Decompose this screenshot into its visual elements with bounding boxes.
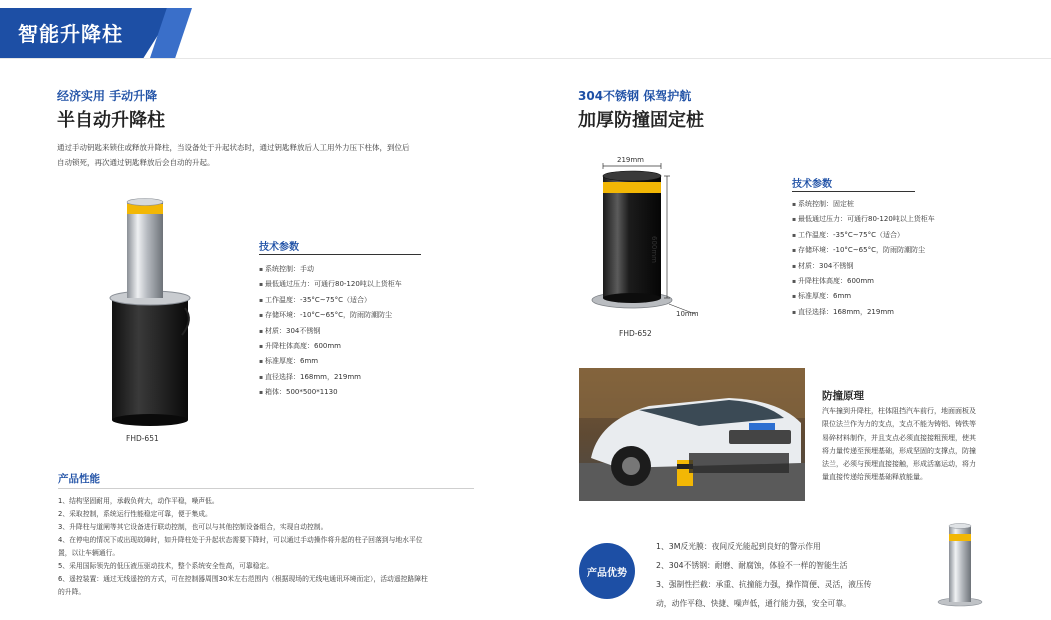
right-title: 加厚防撞固定桩 [578, 110, 704, 131]
performance-item: 3、升降柱与道闸等其它设备进行联动控制，也可以与其他控制设备组合，实现自动控制。 [58, 523, 328, 531]
left-subtitle: 经济实用 手动升降 [57, 89, 158, 103]
semi-auto-bollard-image [90, 190, 210, 430]
spec-item: ▪ 升降柱体高度：600mm [259, 339, 402, 354]
spec-item: ▪ 直径选择：168mm，219mm [259, 370, 402, 385]
advantage-item: 3、强制性拦截：承重、抗撞能力强，操作简便、灵活，液压传 [656, 580, 872, 589]
spec-item: ▪ 系统控制：手动 [259, 262, 402, 277]
crash-test-photo [579, 368, 805, 501]
banner-divider [0, 58, 1051, 59]
left-title: 半自动升降柱 [57, 110, 165, 131]
performance-list [58, 495, 474, 599]
principle-line: 限位法兰作为力的支点，支点不能为铸铝、铸铁等 [822, 420, 976, 429]
fixed-bollard-image [583, 152, 703, 322]
spec-item: ▪ 存储环境：-10°C~65°C，防雨防潮防尘 [792, 243, 935, 258]
small-bollard-image [935, 520, 985, 610]
advantage-item: 2、304不锈钢：耐磨、耐腐蚀，体验不一样的智能生活 [656, 561, 848, 570]
performance-item: 6、遥控装置：通过无线遥控的方式，可在控制器周围30米左右范围内（根据现场的无线电通讯环境而定），活动遥控路障柱 [58, 575, 428, 583]
left-specs-rule [259, 254, 421, 255]
left-specs-list [259, 262, 402, 401]
performance-rule [58, 488, 474, 489]
bollard-housing [112, 298, 188, 420]
dimension-height: 600mm [650, 236, 658, 263]
left-model-caption: FHD-651 [126, 434, 159, 443]
spec-item: ▪ 升降柱体高度：600mm [792, 274, 935, 289]
spec-item: ▪ 材质：304不锈钢 [792, 259, 935, 274]
header-banner [0, 0, 1051, 62]
left-description-line: 通过手动钥匙来锁住或释放升降柱，当设备处于升起状态时，通过钥匙释放后人工用外力压下柱体，到位后 [57, 143, 410, 152]
advantages-badge-label: 产品优势 [587, 567, 627, 579]
advantage-item: 1、3M反光膜：夜间反光能起到良好的警示作用 [656, 542, 821, 551]
spec-item: ▪ 工作温度：-35°C~75°C（适合） [259, 293, 402, 308]
spec-item: ▪ 标准厚度：6mm [259, 354, 402, 369]
right-specs-list [792, 197, 935, 320]
performance-item: 置，以让车辆通行。 [58, 549, 120, 557]
principle-line: 量直接传递给预埋基础释放能量。 [822, 473, 927, 482]
spec-item: ▪ 最低通过压力：可通行80-120吨以上货柜车 [259, 277, 402, 292]
performance-item: 5、采用国际领先的低压液压驱动技术，整个系统安全性高，可靠稳定。 [58, 562, 274, 570]
spec-item: ▪ 工作温度：-35°C~75°C（适合） [792, 228, 935, 243]
spec-item: ▪ 标准厚度：6mm [792, 289, 935, 304]
dimension-diameter: 219mm [617, 156, 644, 164]
advantage-item: 动，动作平稳、快捷、噪声低，通行能力强，安全可靠。 [656, 599, 851, 608]
performance-item: 的升降。 [58, 588, 86, 596]
principle-line: 将力量传递至预埋基础，形成坚固的支撑点，防撞 [822, 446, 976, 455]
dimension-thickness: 10mm [676, 310, 699, 318]
performance-item: 4、在停电的情况下或出现故障时，如升降柱处于升起状态需要下降时，可以通过手动操作将升起的柱子回落到与地水平位 [58, 536, 423, 544]
advantages-badge [579, 543, 635, 599]
bollard-column [127, 202, 163, 298]
spec-item: ▪ 存储环境：-10°C~65°C，防雨防潮防尘 [259, 308, 402, 323]
spec-item: ▪ 箱体：500*500*1130 [259, 385, 402, 400]
principle-line: 易碎材料制作，并且支点必须直接接粗预埋，使其 [822, 433, 976, 442]
principle-line: 法兰，必须与预埋直接接触，形成活塞运动，将力 [822, 460, 976, 469]
reflective-band [603, 182, 661, 193]
spec-item: ▪ 最低通过压力：可通行80-120吨以上货柜车 [792, 212, 935, 227]
principle-title: 防撞原理 [822, 390, 864, 402]
performance-title: 产品性能 [58, 473, 100, 485]
performance-item: 2、采取控制，系统运行性能稳定可靠，便于集成。 [58, 510, 212, 518]
principle-line: 汽车撞到升降柱，柱体阻挡汽车前行，地面面板及 [822, 407, 976, 415]
performance-item: 1、结构坚固耐用，承载负荷大，动作平稳，噪声低。 [58, 497, 219, 505]
right-model-caption: FHD-652 [619, 329, 652, 338]
advantages-list [656, 537, 926, 613]
banner-title: 智能升降柱 [18, 22, 123, 46]
left-description [57, 140, 487, 170]
right-specs-title: 技术参数 [792, 179, 832, 190]
right-specs-rule [792, 191, 915, 192]
left-specs-title: 技术参数 [259, 242, 299, 253]
right-subtitle: 304不锈钢 保驾护航 [578, 89, 692, 103]
left-description-line: 自动锁死，再次通过钥匙释放后会自动的升起。 [57, 158, 215, 167]
spec-item: ▪ 系统控制：固定桩 [792, 197, 935, 212]
spec-item: ▪ 直径选择：168mm，219mm [792, 305, 935, 320]
spec-item: ▪ 材质：304不锈钢 [259, 324, 402, 339]
principle-text [822, 405, 1032, 485]
